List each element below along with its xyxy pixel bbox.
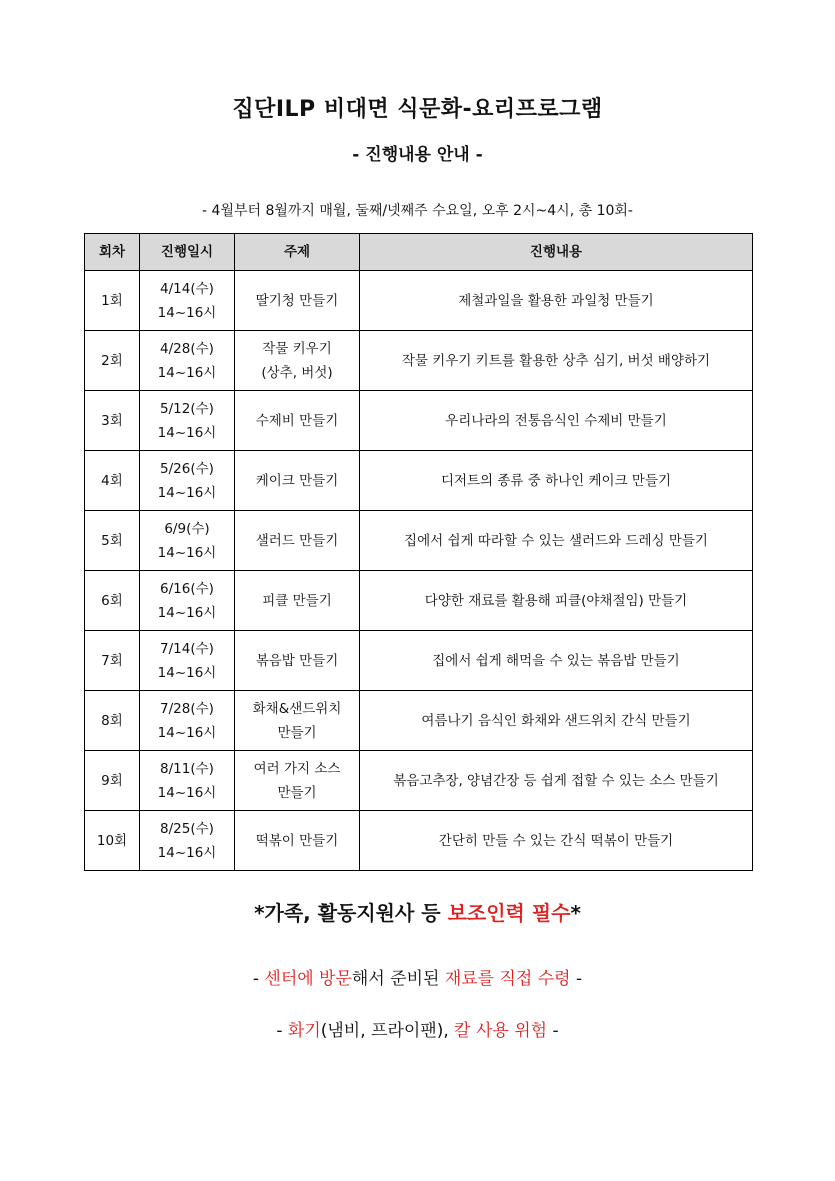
date-cell <box>140 571 235 631</box>
header-content: 진행내용 <box>360 234 753 271</box>
date-value: 6/9(수) <box>164 520 210 537</box>
time-value: 14~16시 <box>157 664 217 681</box>
header-topic: 주제 <box>235 234 360 271</box>
table-body <box>85 271 753 871</box>
time-value: 14~16시 <box>157 364 217 381</box>
time-value: 14~16시 <box>157 724 217 741</box>
table-header-row <box>85 234 753 271</box>
content-cell: 집에서 쉽게 해먹을 수 있는 볶음밥 만들기 <box>360 631 753 691</box>
topic-cell <box>235 751 360 811</box>
topic-cell <box>235 631 360 691</box>
table-row <box>85 451 753 511</box>
topic-cell <box>235 571 360 631</box>
date-cell <box>140 811 235 871</box>
topic-line: 여러 가지 소스 <box>253 760 341 777</box>
content-cell: 우리나라의 전통음식인 수제비 만들기 <box>360 391 753 451</box>
topic-cell <box>235 691 360 751</box>
table-row <box>85 751 753 811</box>
content-cell: 집에서 쉽게 따라할 수 있는 샐러드와 드레싱 만들기 <box>360 511 753 571</box>
topic-line: 수제비 만들기 <box>255 412 339 429</box>
session-cell: 2회 <box>85 331 140 391</box>
table-row <box>85 271 753 331</box>
date-value: 8/25(수) <box>160 820 214 837</box>
notice-main-highlight: 보조인력 필수 <box>447 901 571 925</box>
pickup-notice-part: - <box>252 969 265 989</box>
table-row <box>85 631 753 691</box>
topic-line: 샐러드 만들기 <box>255 532 339 549</box>
topic-line: 케이크 만들기 <box>255 472 339 489</box>
notice-main-suffix: * <box>570 901 581 925</box>
content-cell: 제철과일을 활용한 과일청 만들기 <box>360 271 753 331</box>
date-cell <box>140 691 235 751</box>
time-value: 14~16시 <box>157 604 217 621</box>
date-cell <box>140 631 235 691</box>
topic-line: 피클 만들기 <box>262 592 332 609</box>
content-cell: 다양한 재료를 활용해 피클(야채절임) 만들기 <box>360 571 753 631</box>
table-row <box>85 571 753 631</box>
date-cell <box>140 271 235 331</box>
time-value: 14~16시 <box>157 304 217 321</box>
pickup-notice <box>0 964 835 989</box>
table-row <box>85 691 753 751</box>
pickup-notice-highlight: 센터에 방문 <box>264 969 352 989</box>
safety-notice-part: - <box>547 1021 559 1041</box>
date-value: 5/12(수) <box>160 400 214 417</box>
date-cell <box>140 391 235 451</box>
date-cell <box>140 451 235 511</box>
safety-notice-highlight: 화기 <box>287 1021 321 1041</box>
date-value: 6/16(수) <box>160 580 214 597</box>
header-session: 회차 <box>85 234 140 271</box>
table-row <box>85 511 753 571</box>
date-value: 7/14(수) <box>160 640 214 657</box>
safety-notice-part: (냄비, 프라이팬), <box>320 1021 455 1041</box>
date-value: 4/14(수) <box>160 280 214 297</box>
content-cell: 작물 키우기 키트를 활용한 상추 심기, 버섯 배양하기 <box>360 331 753 391</box>
date-cell <box>140 511 235 571</box>
session-cell: 10회 <box>85 811 140 871</box>
safety-notice <box>0 1016 835 1041</box>
session-cell: 3회 <box>85 391 140 451</box>
safety-notice-part: - <box>276 1021 288 1041</box>
document-subtitle: - 진행내용 안내 - <box>352 145 483 165</box>
pickup-notice-part: 해서 준비된 <box>351 969 445 989</box>
topic-line: (상추, 버섯) <box>261 364 333 381</box>
session-cell: 9회 <box>85 751 140 811</box>
topic-cell <box>235 271 360 331</box>
content-cell: 볶음고추장, 양념간장 등 쉽게 접할 수 있는 소스 만들기 <box>360 751 753 811</box>
topic-cell <box>235 331 360 391</box>
time-value: 14~16시 <box>157 844 217 861</box>
session-cell: 1회 <box>85 271 140 331</box>
topic-line: 화채&샌드위치 <box>252 700 342 717</box>
required-assistant-notice <box>0 897 835 926</box>
topic-line: 만들기 <box>277 724 317 741</box>
document-title: 집단ILP 비대면 식문화-요리프로그램 <box>232 97 603 122</box>
session-cell: 7회 <box>85 631 140 691</box>
pickup-notice-part: - <box>570 969 583 989</box>
table-row <box>85 811 753 871</box>
header-date: 진행일시 <box>140 234 235 271</box>
date-value: 4/28(수) <box>160 340 214 357</box>
time-value: 14~16시 <box>157 484 217 501</box>
topic-line: 볶음밥 만들기 <box>255 652 339 669</box>
session-cell: 8회 <box>85 691 140 751</box>
time-value: 14~16시 <box>157 424 217 441</box>
topic-cell <box>235 511 360 571</box>
notice-main-prefix: *가족, 활동지원사 등 <box>254 901 448 925</box>
topic-line: 떡볶이 만들기 <box>255 832 339 849</box>
table-row <box>85 331 753 391</box>
schedule-summary: - 4월부터 8월까지 매월, 둘째/넷째주 수요일, 오후 2시~4시, 총 10회- <box>202 203 633 219</box>
date-cell <box>140 751 235 811</box>
session-cell: 5회 <box>85 511 140 571</box>
session-cell: 4회 <box>85 451 140 511</box>
date-value: 8/11(수) <box>160 760 214 777</box>
date-cell <box>140 331 235 391</box>
program-table <box>84 233 753 871</box>
content-cell: 여름나기 음식인 화채와 샌드위치 간식 만들기 <box>360 691 753 751</box>
session-cell: 6회 <box>85 571 140 631</box>
topic-line: 작물 키우기 <box>262 340 332 357</box>
safety-notice-highlight: 칼 사용 위험 <box>454 1021 548 1041</box>
table-row <box>85 391 753 451</box>
time-value: 14~16시 <box>157 784 217 801</box>
content-cell: 디저트의 종류 중 하나인 케이크 만들기 <box>360 451 753 511</box>
topic-cell <box>235 811 360 871</box>
content-cell: 간단히 만들 수 있는 간식 떡볶이 만들기 <box>360 811 753 871</box>
date-value: 7/28(수) <box>160 700 214 717</box>
time-value: 14~16시 <box>157 544 217 561</box>
date-value: 5/26(수) <box>160 460 214 477</box>
topic-line: 딸기청 만들기 <box>255 292 339 309</box>
topic-cell <box>235 391 360 451</box>
pickup-notice-highlight: 재료를 직접 수령 <box>444 969 571 989</box>
topic-line: 만들기 <box>277 784 317 801</box>
topic-cell <box>235 451 360 511</box>
